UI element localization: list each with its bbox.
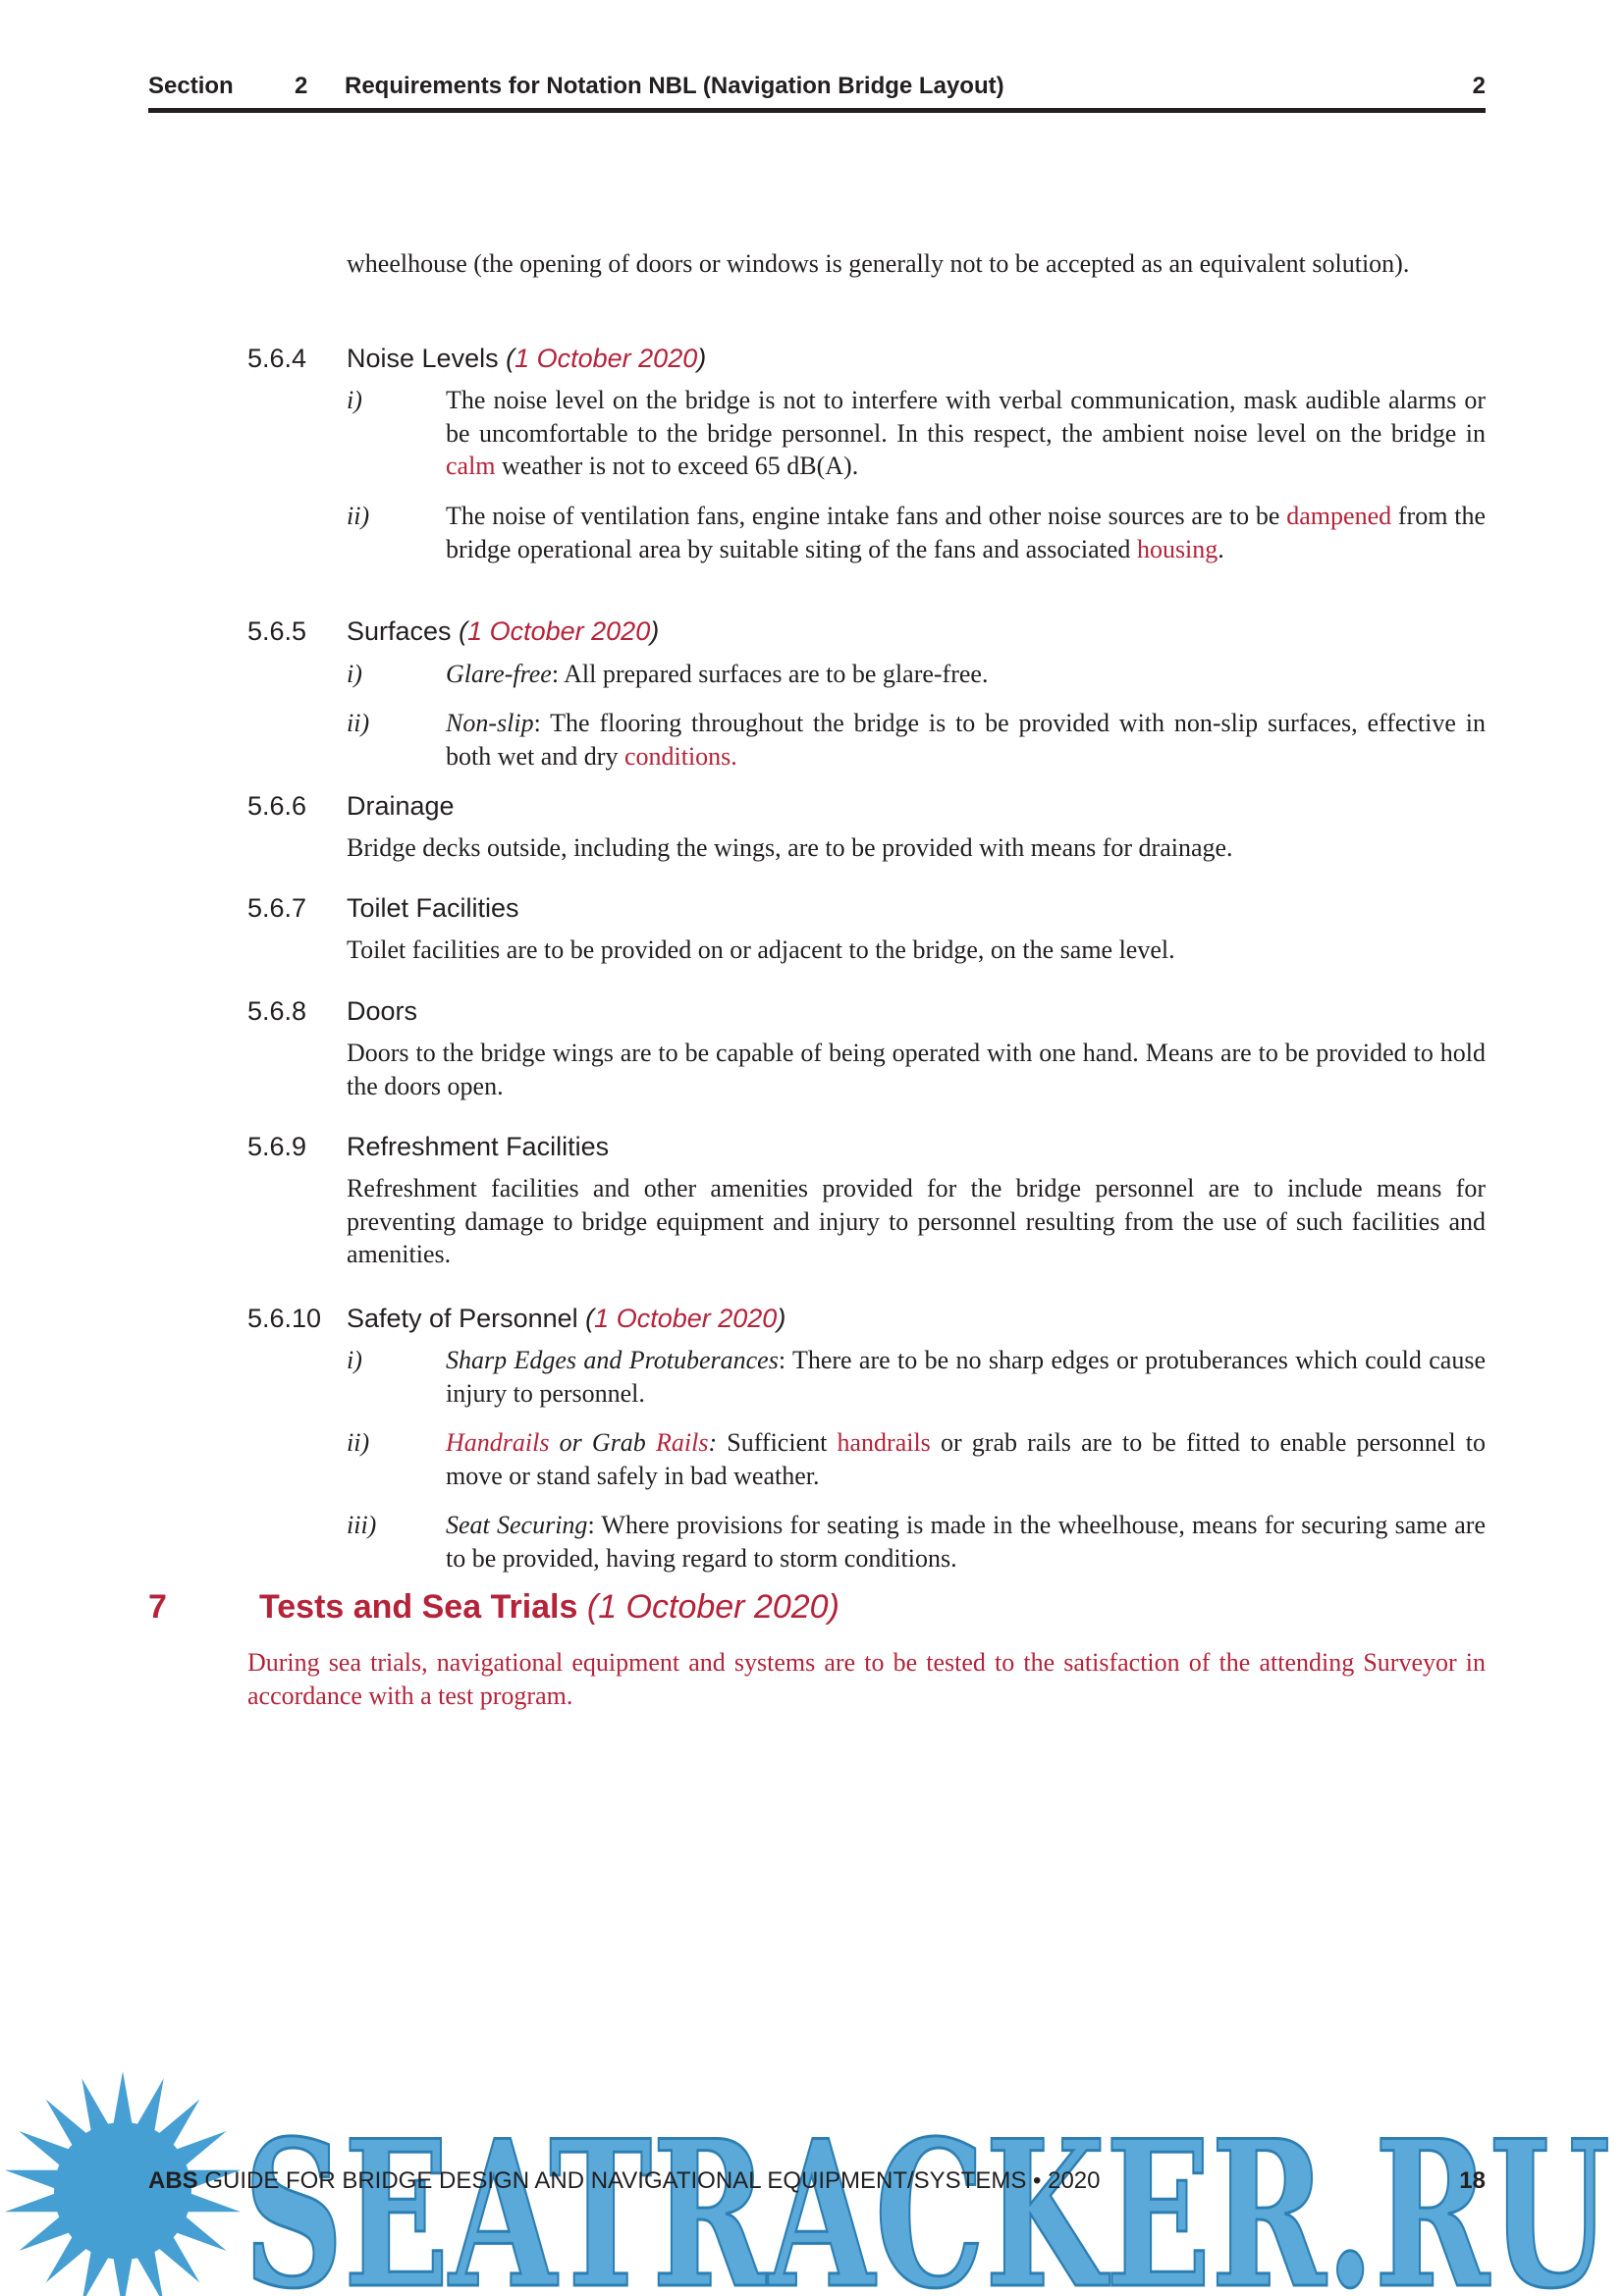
section-number: 7 xyxy=(148,1588,167,1626)
section-paragraph: Refreshment facilities and other amenities provided for the bridge personnel are to include means for preventing damage to bridge equipment and injury to personnel resulting from the use of such facilities and amenities. xyxy=(347,1174,1486,1268)
item-label: iii) xyxy=(347,1511,377,1539)
heading-title: Surfaces xyxy=(347,616,452,646)
item-label: ii) xyxy=(347,709,370,737)
heading-title: Refreshment Facilities xyxy=(347,1132,610,1161)
item-label: i) xyxy=(347,660,362,688)
item-label: i) xyxy=(347,386,362,414)
list-item: Sharp Edges and Protuberances: There are to be no sharp edges or protuberances which could cause injury to personnel. xyxy=(446,1346,1486,1408)
list-item: Seat Securing: Where provisions for seating is made in the wheelhouse, means for securing same are to be provided, having regard to storm conditions. xyxy=(446,1511,1487,1573)
header-rule xyxy=(148,108,1486,113)
intro-paragraph: wheelhouse (the opening of doors or windows is generally not to be accepted as an equivalent solution). xyxy=(347,249,1410,278)
section-7-paragraph: During sea trials, navigational equipment and systems are to be tested to the satisfaction of the attending Surveyor in accordance with a test program. xyxy=(247,1648,1486,1710)
heading-title: Toilet Facilities xyxy=(347,893,519,923)
heading-date: 1 October 2020 xyxy=(467,616,651,646)
item-label: i) xyxy=(347,1346,362,1374)
item-label: ii) xyxy=(347,1428,370,1457)
section-paragraph: Toilet facilities are to be provided on or adjacent to the bridge, on the same level. xyxy=(347,935,1175,964)
header-section-number: 2 xyxy=(295,73,308,99)
footer-abs: ABS xyxy=(148,2167,198,2194)
header-section-label: Section xyxy=(148,73,234,99)
section-title: Tests and Sea Trials xyxy=(259,1588,578,1626)
heading-title: Noise Levels xyxy=(347,344,499,373)
heading-date: 1 October 2020 xyxy=(594,1304,778,1333)
heading-number: 5.6.10 xyxy=(247,1304,322,1333)
header-page-ref: 2 xyxy=(1472,73,1486,99)
heading-title: Drainage xyxy=(347,791,455,821)
list-item: The noise level on the bridge is not to interfere with verbal communication, mask audible alarms or be uncomfortable to the bridge personnel. In this respect, the ambient noise level on the bridge in calm weather is not to exceed 65 dB(A). xyxy=(446,386,1486,480)
heading-number: 5.6.7 xyxy=(247,893,307,923)
heading-number: 5.6.8 xyxy=(247,996,307,1026)
section-date: (1 October 2020) xyxy=(586,1588,839,1626)
heading-number: 5.6.4 xyxy=(247,344,307,373)
footer-page-number: 18 xyxy=(1459,2167,1486,2194)
heading-number: 5.6.5 xyxy=(247,616,307,646)
list-item: Handrails or Grab Rails: Sufficient handrails or grab rails are to be fitted to enable personnel to move or stand safely in bad weather. xyxy=(446,1428,1486,1490)
page-header xyxy=(148,73,1486,106)
item-label: ii) xyxy=(347,502,370,530)
list-item: The noise of ventilation fans, engine intake fans and other noise sources are to be dampened from the bridge operational area by suitable siting of the fans and associated housing. xyxy=(446,502,1486,563)
heading-date: 1 October 2020 xyxy=(514,344,698,373)
list-item: Non-slip: The flooring throughout the bridge is to be provided with non-slip surfaces, effective in both wet and dry conditions. xyxy=(446,709,1486,771)
section-paragraph: Bridge decks outside, including the wings, are to be provided with means for drainage. xyxy=(347,833,1233,862)
heading-title: Doors xyxy=(347,996,418,1026)
heading-title: Safety of Personnel xyxy=(347,1304,578,1333)
heading-number: 5.6.6 xyxy=(247,791,307,821)
section-paragraph: Doors to the bridge wings are to be capable of being operated with one hand. Means are to be provided to hold the doors open. xyxy=(347,1039,1486,1100)
list-item: Glare-free: All prepared surfaces are to be glare-free. xyxy=(446,660,989,688)
footer-title: GUIDE FOR BRIDGE DESIGN AND NAVIGATIONAL EQUIPMENT/SYSTEMS • 2020 xyxy=(197,2167,1101,2194)
watermark-text: SEATRACKER.RU xyxy=(244,2098,1610,2296)
header-title: Requirements for Notation NBL (Navigation Bridge Layout) xyxy=(345,73,1004,99)
heading-number: 5.6.9 xyxy=(247,1132,307,1161)
